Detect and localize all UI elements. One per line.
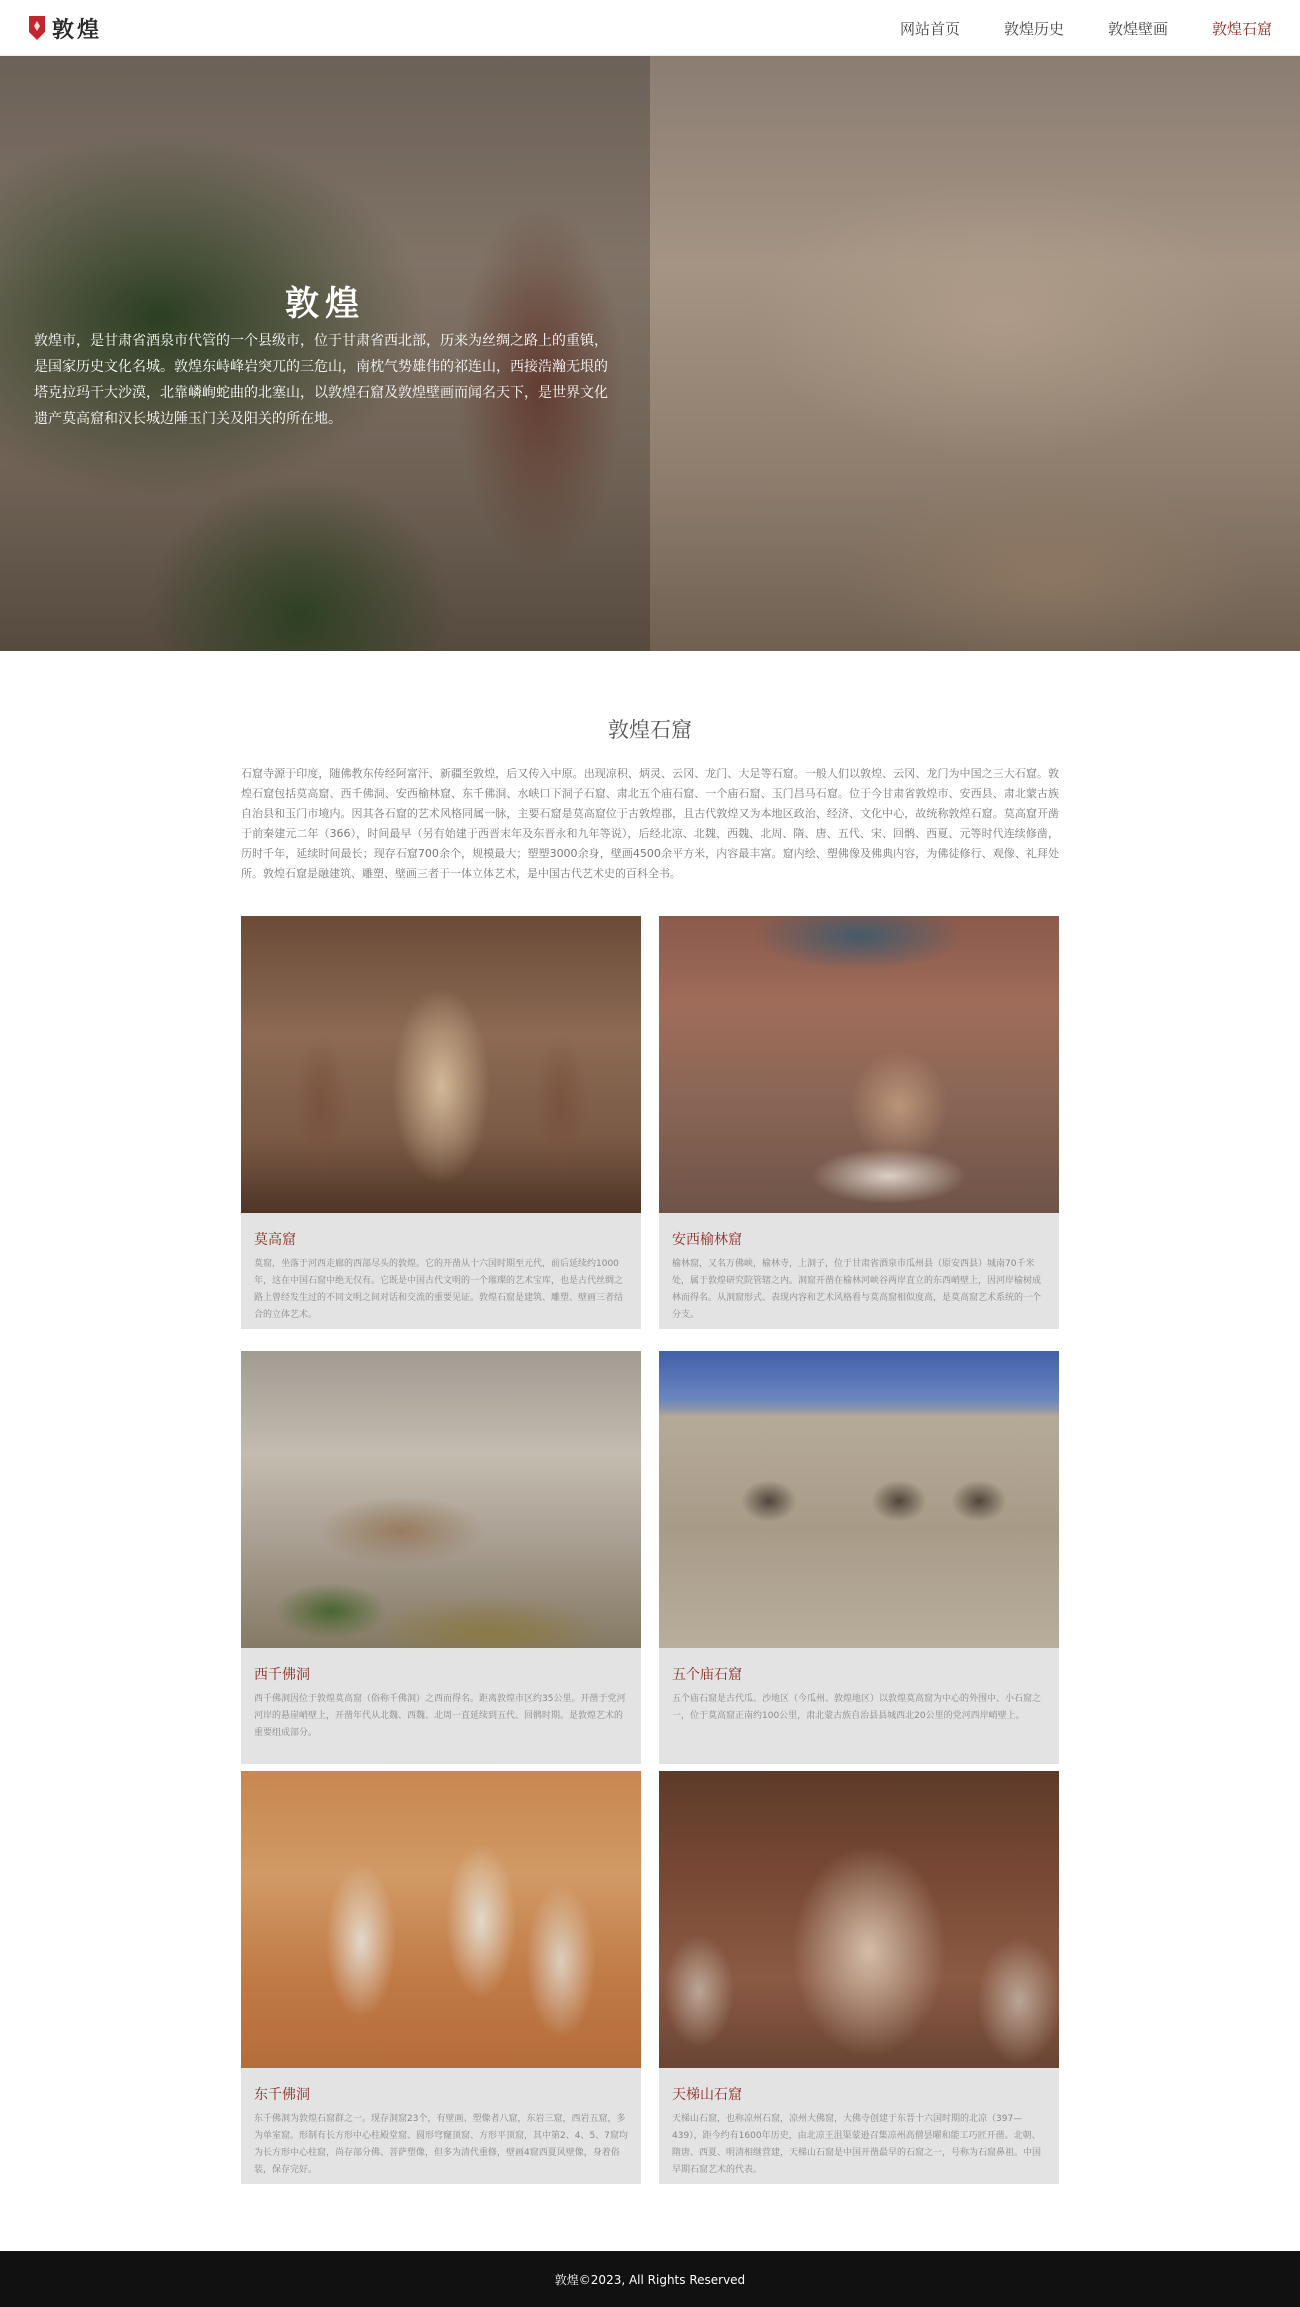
card-title[interactable]: 五个庙石窟 bbox=[672, 1667, 742, 1683]
yulin-image bbox=[659, 916, 1059, 1213]
nav-item-home[interactable]: 网站首页 bbox=[899, 19, 960, 38]
site-logo[interactable] bbox=[28, 14, 102, 42]
card-mogao[interactable] bbox=[241, 916, 641, 1329]
hero-title: 敦煌 bbox=[285, 284, 365, 324]
footer-copyright: 敦煌©2023, All Rights Reserved bbox=[554, 2272, 746, 2287]
card-yulin[interactable] bbox=[659, 916, 1059, 1329]
card-title[interactable]: 东千佛洞 bbox=[254, 2087, 310, 2103]
main-nav bbox=[856, 0, 1272, 56]
wugemiao-image bbox=[659, 1351, 1059, 1648]
card-description: 榆林窟，又名万佛峡，榆林寺，上洞子，位于甘肃省酒泉市瓜州县（原安西县）城南70千米处，属于敦煌研究院管辖之内。洞窟开凿在榆林河峡谷两岸直立的东西峭壁上，因河岸榆树成林而得名。从洞窟形式、表现内容和艺术风格看与莫高窟相似度高，是莫高窟艺术系统的一个分支。 bbox=[672, 1259, 1042, 1320]
card-title[interactable]: 西千佛洞 bbox=[254, 1667, 310, 1683]
dongqian-image bbox=[241, 1771, 641, 2068]
card-description: 东千佛洞为敦煌石窟群之一。现存洞窟23个，有壁画、塑像者八窟，东岩三窟，西岩五窟，多为单室窟。形制有长方形中心柱殿堂窟、圆形穹窿顶窟、方形平顶窟，其中第2、4、5、7窟均为长方形中心柱窟，尚存部分佛、菩萨塑像，但多为清代重修，壁画4窟西夏风壁像，身着俗装，保存完好。 bbox=[254, 2114, 628, 2175]
section-title: 敦煌石窟 bbox=[608, 718, 692, 742]
site-header bbox=[0, 0, 1300, 56]
card-description: 天梯山石窟，也称凉州石窟，凉州大佛窟，大佛寺创建于东晋十六国时期的北凉（397—439），距今约有1600年历史，由北凉王沮渠蒙逊召集凉州高僧昙曜和能工巧匠开凿。北朝、隋唐、西夏、明清相继营建，天梯山石窟是中国开凿最早的石窟之一，号称为石窟鼻祖。中国早期石窟艺术的代表。 bbox=[672, 2114, 1042, 2175]
xiqian-image bbox=[241, 1351, 641, 1648]
card-title[interactable]: 安西榆林窟 bbox=[672, 1232, 742, 1248]
section-intro-text: 石窟寺源于印度，随佛教东传经阿富汗、新疆至敦煌，后又传入中原。出现凉积、炳灵、云冈、龙门、大足等石窟。一般人们以敦煌、云冈、龙门为中国之三大石窟。敦煌石窟包括莫高窟、西千佛洞、安西榆林窟、东千佛洞、水峡口下洞子石窟、肃北五个庙石窟、一个庙石窟、玉门昌马石窟。位于今甘肃省敦煌市、安西县、肃北蒙古族自治县和玉门市境内。因其各石窟的艺术风格同属一脉，主要石窟是莫高窟位于古敦煌郡，且古代敦煌又为本地区政治、经济、文化中心，故统称敦煌石窟。莫高窟开凿于前秦建元二年（366），时间最早（另有始建于西晋末年及东晋永和九年等说），后经北凉、北魏、西魏、北周、隋、唐、五代、宋、回鹘、西夏、元等时代连续修凿，历时千年，延续时间最长；现存石窟700余个，规模最大；塑塑3000余身，壁画4500余平方米，内容最丰富。窟内绘、塑佛像及佛典内容，为佛徒修行、观像、礼拜处所。敦煌石窟是融建筑、雕塑、壁画三者于一体立体艺术，是中国古代艺术史的百科全书。 bbox=[241, 767, 1059, 880]
hero-description: 敦煌市，是甘肃省酒泉市代管的一个县级市，位于甘肃省西北部，历来为丝绸之路上的重镇，是国家历史文化名城。敦煌东峙峰岩突兀的三危山，南枕气势雄伟的祁连山，西接浩瀚无垠的塔克拉玛干大沙漠，北靠嶙峋蛇曲的北塞山，以敦煌石窟及敦煌壁画而闻名天下，是世界文化遗产莫高窟和汉长城边陲玉门关及阳关的所在地。 bbox=[34, 333, 608, 427]
nav-item-murals[interactable]: 敦煌壁画 bbox=[1107, 19, 1168, 38]
nav-item-history[interactable]: 敦煌历史 bbox=[1003, 19, 1064, 38]
card-description: 莫窟，坐落于河西走廊的西部尽头的敦煌。它的开凿从十六国时期至元代，前后延续约1000年，这在中国石窟中绝无仅有。它既是中国古代文明的一个璀璨的艺术宝库，也是古代丝绸之路上曾经发生过的不同文明之间对话和交流的重要见证。敦煌石窟是建筑、雕塑、壁画三者结合的立体艺术。 bbox=[254, 1259, 624, 1320]
card-description: 五个庙石窟是古代瓜、沙地区（今瓜州、敦煌地区）以敦煌莫高窟为中心的外围中、小石窟之一，位于莫高窟正南约100公里，肃北蒙古族自治县县城西北20公里的党河西岸峭壁上。 bbox=[672, 1694, 1042, 1721]
card-description: 西千佛洞因位于敦煌莫高窟（俗称千佛洞）之西而得名。距离敦煌市区约35公里。开凿于党河河岸的悬崖峭壁上，开凿年代从北魏、西魏、北周一直延续到五代、回鹘时期。是敦煌艺术的重要组成部分。 bbox=[254, 1694, 626, 1738]
card-title[interactable]: 莫高窟 bbox=[254, 1232, 296, 1248]
site-footer bbox=[0, 2251, 1300, 2307]
nav-item-grottoes[interactable]: 敦煌石窟 bbox=[1211, 19, 1272, 38]
logo-text: 敦煌 bbox=[52, 17, 103, 43]
shield-logo-icon bbox=[28, 15, 46, 41]
card-title[interactable]: 天梯山石窟 bbox=[672, 2087, 742, 2103]
card-xiqian[interactable] bbox=[241, 1351, 641, 1764]
card-dongqian[interactable] bbox=[241, 1771, 641, 2184]
hero-banner bbox=[0, 56, 1300, 651]
tianti-image bbox=[659, 1771, 1059, 2068]
mogao-image bbox=[241, 916, 641, 1213]
card-tianti[interactable] bbox=[659, 1771, 1059, 2184]
card-wugemiao[interactable] bbox=[659, 1351, 1059, 1764]
